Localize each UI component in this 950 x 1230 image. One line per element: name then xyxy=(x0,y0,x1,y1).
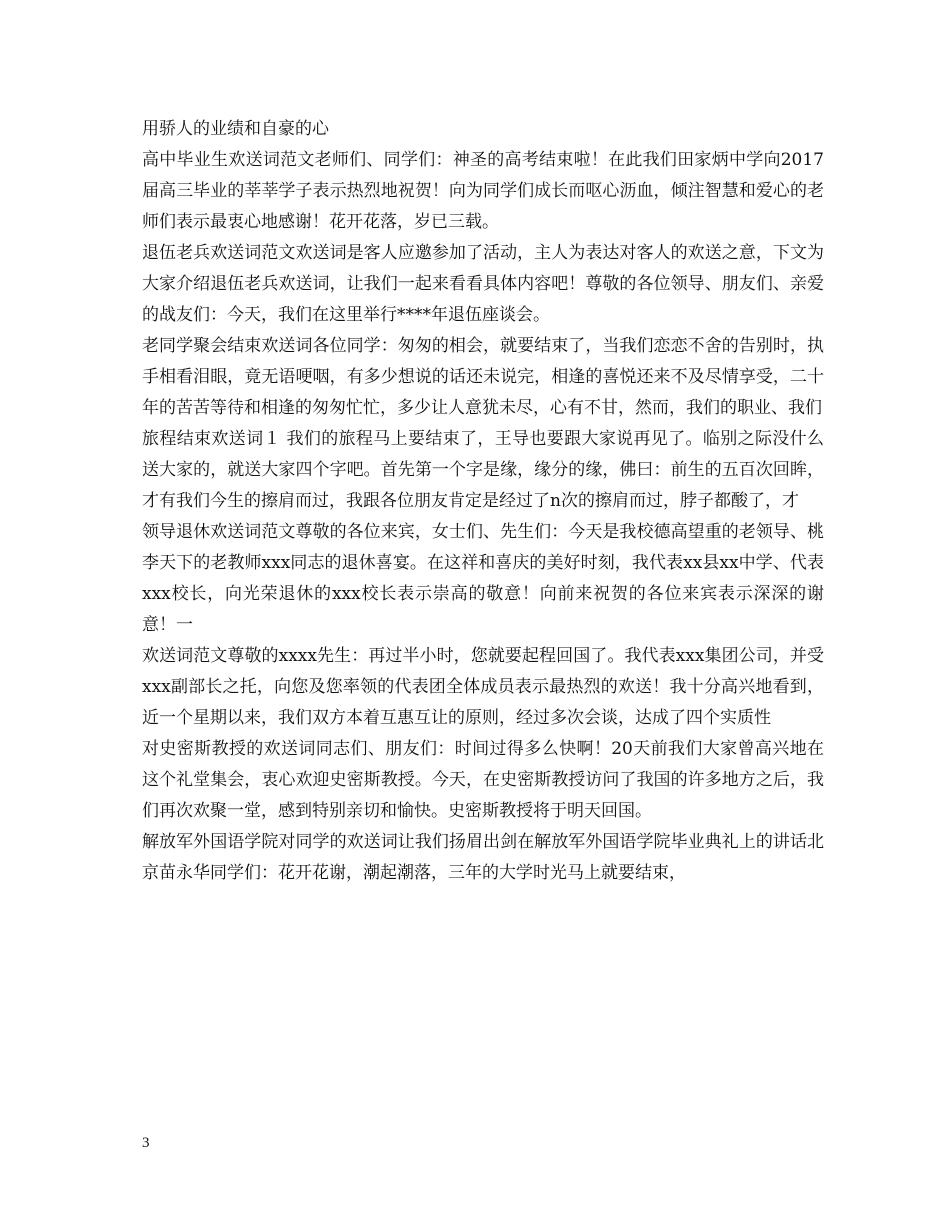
paragraph-2: 高中毕业生欢送词范文老师们、同学们：神圣的高考结束啦！在此我们田家炳中学向2017届高三毕业的莘莘学子表示热烈地祝贺！向为同学们成长而呕心沥血，倾注智慧和爱心的老师们表示最衷心地感谢！花开花落，岁已三载。 xyxy=(142,150,824,232)
paragraph-7: 欢送词范文尊敬的xxxx先生：再过半小时，您就要起程回国了。我代表xxx集团公司，并受xxx副部长之托，向您及您率领的代表团全体成员表示最热烈的欢送！我十分高兴地看到，近一个星期以来，我们双方本着互惠互让的原则，经过多次会谈，达成了四个实质性 xyxy=(142,646,824,728)
paragraph-4: 老同学聚会结束欢送词各位同学：匆匆的相会，就要结束了，当我们恋恋不舍的告别时，执手相看泪眼，竟无语哽咽，有多少想说的话还未说完，相逢的喜悦还来不及尽情享受，二十年的苦苦等待和相逢的匆匆忙忙，多少让人意犹未尽，心有不甘，然而，我们的职业、我们 xyxy=(142,336,824,418)
document-body xyxy=(142,114,824,889)
paragraph-5: 旅程结束欢送词１ 我们的旅程马上要结束了，王导也要跟大家说再见了。临别之际没什么送大家的，就送大家四个字吧。首先第一个字是缘，缘分的缘，佛曰：前生的五百次回眸，才有我们今生的擦肩而过，我跟各位朋友肯定是经过了n次的擦肩而过，脖子都酸了，才 xyxy=(142,429,824,511)
paragraph-1: 用骄人的业绩和自豪的心 xyxy=(142,119,329,139)
page-number: 3 xyxy=(142,1135,150,1151)
paragraph-6: 领导退休欢送词范文尊敬的各位来宾，女士们、先生们：今天是我校德高望重的老领导、桃李天下的老教师xxx同志的退休喜宴。在这祥和喜庆的美好时刻，我代表xx县xx中学、代表xxx校长，向光荣退休的xxx校长表示崇高的敬意！向前来祝贺的各位来宾表示深深的谢意！一 xyxy=(142,522,824,635)
paragraph-8: 对史密斯教授的欢送词同志们、朋友们：时间过得多么快啊！20天前我们大家曾高兴地在这个礼堂集会，衷心欢迎史密斯教授。今天，在史密斯教授访问了我国的许多地方之后，我们再次欢聚一堂，感到特别亲切和愉快。史密斯教授将于明天回国。 xyxy=(142,739,824,821)
paragraph-3: 退伍老兵欢送词范文欢送词是客人应邀参加了活动，主人为表达对客人的欢送之意，下文为大家介绍退伍老兵欢送词，让我们一起来看看具体内容吧！尊敬的各位领导、朋友们、亲爱的战友们：今天，我们在这里举行****年退伍座谈会。 xyxy=(142,243,824,325)
paragraph-9: 解放军外国语学院对同学的欢送词让我们扬眉出剑在解放军外国语学院毕业典礼上的讲话北京苗永华同学们：花开花谢，潮起潮落，三年的大学时光马上就要结束， xyxy=(142,832,824,883)
